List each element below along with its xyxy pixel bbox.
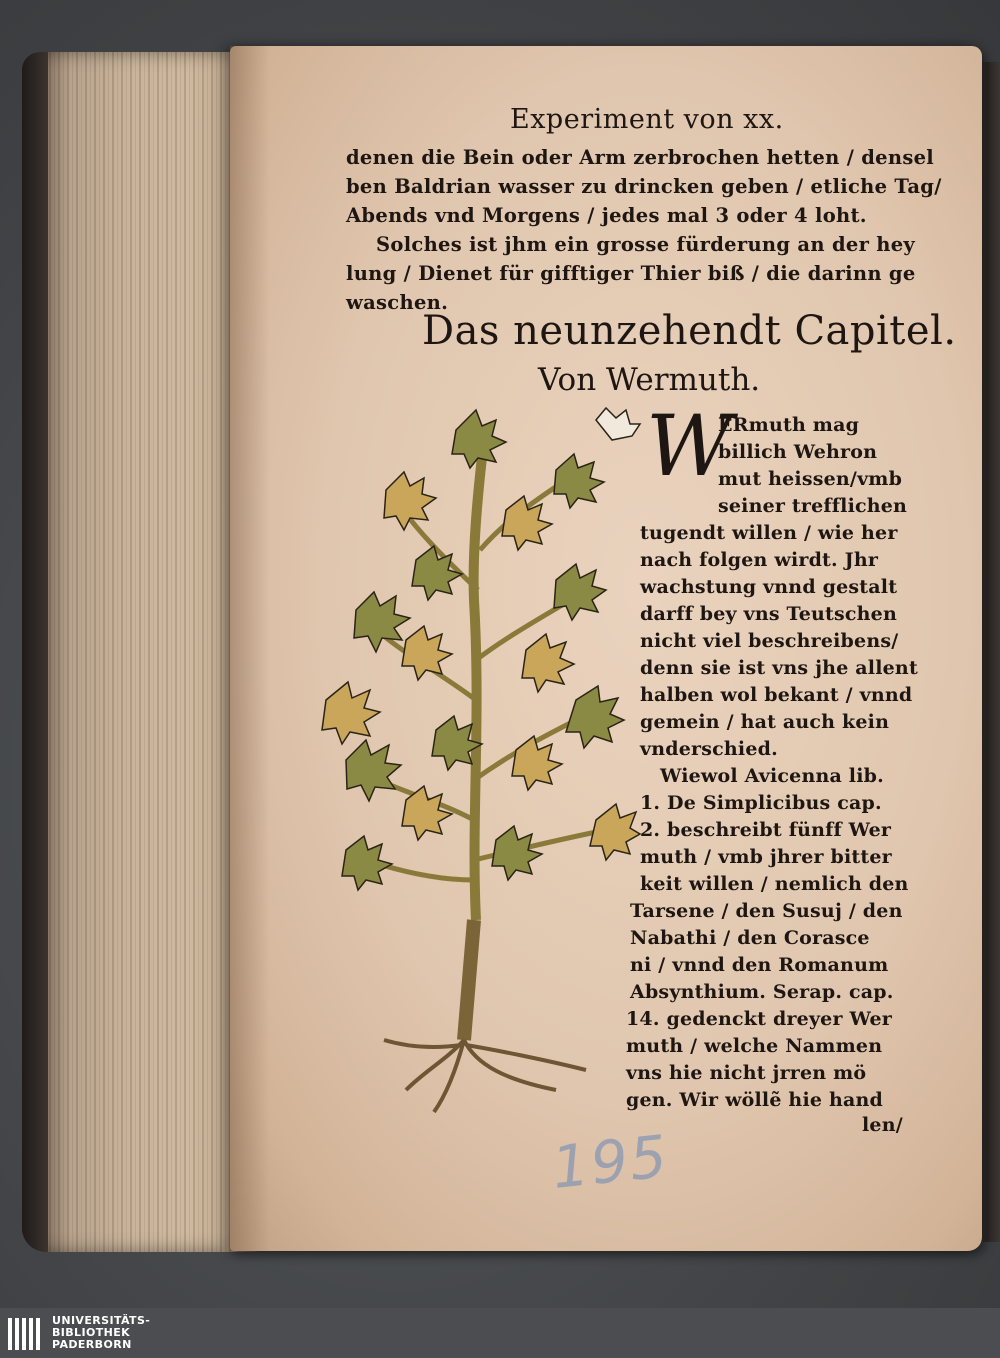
column-line: vnderschied. (640, 738, 778, 760)
column-line: wachstung vnnd gestalt (640, 576, 898, 598)
plant-woodcut-illustration (306, 400, 646, 1120)
column-line: Absynthium. Serap. cap. (630, 981, 894, 1003)
column-line: len/ (862, 1114, 903, 1136)
column-line: 2. beschreibt fünff Wer (640, 819, 892, 841)
column-line: billich Wehron (718, 441, 878, 463)
column-line: seiner trefflichen (718, 495, 908, 517)
column-line: mut heissen/vmb (718, 468, 903, 490)
book-page-edges (22, 52, 260, 1252)
column-line: denn sie ist vns jhe allent (640, 657, 918, 679)
column-line: nicht viel beschreibens/ (640, 630, 899, 652)
body-line: ben Baldrian wasser zu drincken geben / etliche Tag/ (346, 175, 942, 198)
column-line: muth / welche Nammen (626, 1035, 883, 1057)
column-line: 14. gedenckt dreyer Wer (626, 1008, 892, 1030)
footer-line-2: BIBLIOTHEK (52, 1326, 131, 1339)
column-line: Nabathi / den Corasce (630, 927, 870, 949)
column-line: darff bey vns Teutschen (640, 603, 897, 625)
pencil-shelf-mark: 195 (548, 1122, 672, 1202)
library-footer (0, 1308, 1000, 1358)
body-line: lung / Dienet für gifftiger Thier biß / die darinn ge (346, 262, 916, 285)
column-line: gen. Wir wöllẽ hie hand (626, 1089, 883, 1111)
column-line: ni / vnnd den Romanum (630, 954, 889, 976)
column-line: nach folgen wirdt. Jhr (640, 549, 879, 571)
column-line: halben wol bekant / vnnd (640, 684, 913, 706)
body-line: waschen. (346, 291, 449, 314)
column-line: muth / vmb jhrer bitter (640, 846, 892, 868)
column-line: vns hie nicht jrren mö (626, 1062, 867, 1084)
running-head: Experiment von xx. (510, 104, 784, 135)
footer-line-1: UNIVERSITÄTS- (52, 1314, 151, 1327)
column-line: 1. De Simplicibus cap. (640, 792, 882, 814)
body-line: Solches ist jhm ein grosse fürderung an der hey (376, 233, 916, 256)
column-line: Wiewol Avicenna lib. (660, 765, 884, 787)
chapter-title: Das neunzehendt Capitel. (422, 308, 957, 354)
column-line: gemein / hat auch kein (640, 711, 890, 733)
column-line: tugendt willen / wie her (640, 522, 898, 544)
footer-line-3: PADERBORN (52, 1338, 132, 1351)
column-line: keit willen / nemlich den (640, 873, 909, 895)
column-line: Tarsene / den Susuj / den (630, 900, 903, 922)
body-line: Abends vnd Morgens / jedes mal 3 oder 4 loht. (346, 204, 867, 227)
body-line: denen die Bein oder Arm zerbrochen hetten / densel (346, 146, 935, 169)
library-logo-icon (6, 1316, 46, 1352)
decorated-initial: W (646, 397, 733, 495)
chapter-subtitle: Von Wermuth. (538, 362, 761, 398)
column-line: ERmuth mag (718, 414, 860, 436)
